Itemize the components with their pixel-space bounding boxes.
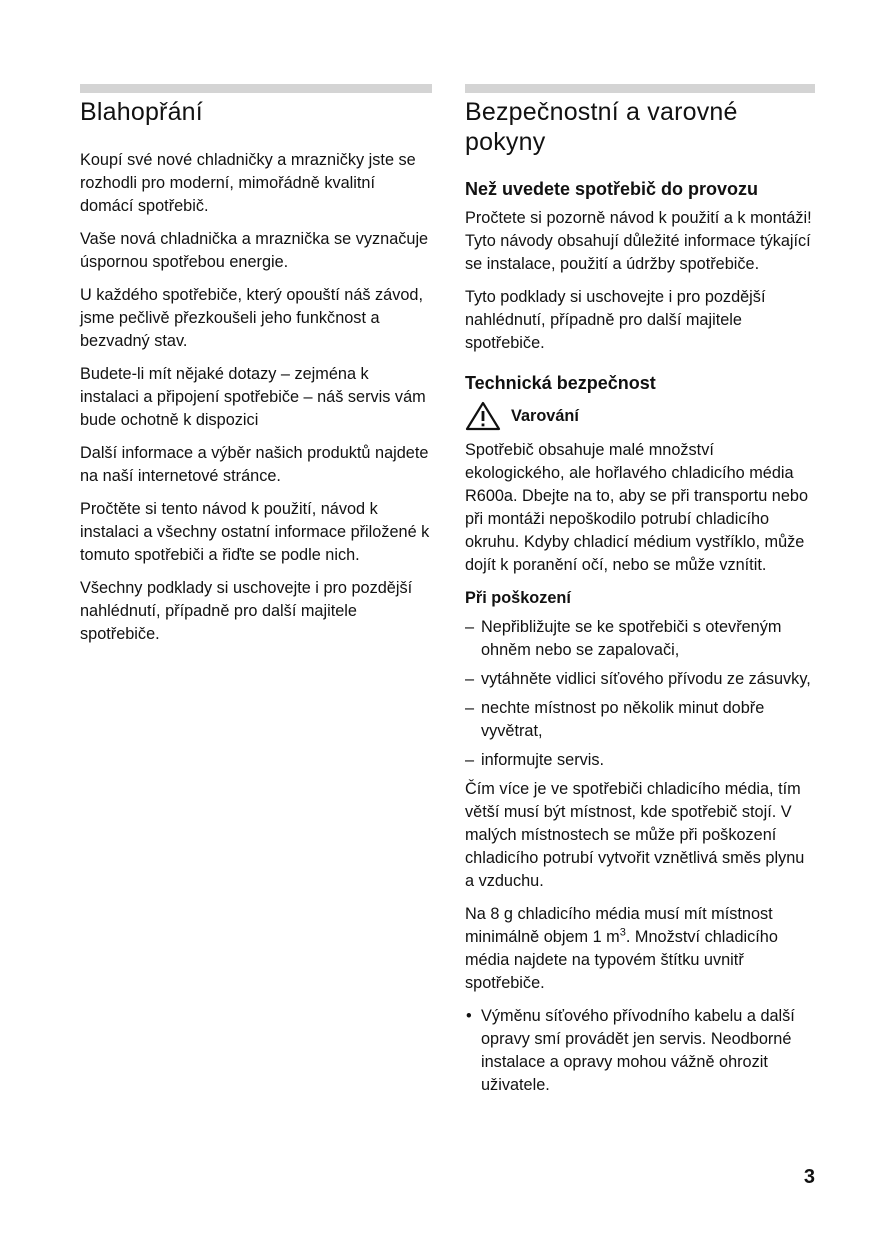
technical-safety-heading: Technická bezpečnost [465, 373, 656, 393]
left-column [80, 84, 432, 656]
keep-docs-paragraph: Tyto podklady si uschovejte i pro pozdější nahlédnutí, případně pro další majitele spotřebiče. [465, 288, 766, 352]
right-column [465, 84, 815, 1103]
superscript: 3 [619, 926, 626, 939]
keep-documents-paragraph: Všechny podklady si uschovejte i pro pozdější nahlédnutí, případně pro další majitele spotřebiče. [80, 579, 413, 643]
before-use-heading: Než uvedete spotřebič do provozu [465, 179, 759, 199]
before-use-paragraph: Pročtete si pozorně návod k použití a k montáži! Tyto návody obsahují důležité informace týkající se instalace, použití a údržby spotřebiče. [465, 209, 812, 273]
warning-label: Varování [511, 406, 579, 425]
service-paragraph: Budete-li mít nějaké dotazy – zejména k instalaci a připojení spotřebiče – náš servis vám bude ochotně k dispozici [80, 365, 426, 429]
volume-text: Na 8 g chladicího média musí mít místnost minimálně objem 1 m [465, 905, 773, 946]
volume-paragraph [465, 903, 815, 995]
congratulations-title: Blahopřání [80, 98, 203, 126]
safety-title: Bezpečnostní a varovné pokyny [465, 98, 738, 156]
damage-heading: Při poškození [465, 589, 571, 607]
energy-paragraph: Vaše nová chladnička a mraznička se vyznačuje úspornou spotřebou energie. [80, 230, 429, 271]
list-item: – nechte místnost po několik minut dobře vyvětrat, [465, 697, 815, 743]
refrigerant-paragraph: Spotřebič obsahuje malé množství ekologického, ale hořlavého chladicího média R600a. Dbejte na to, aby se při transportu nebo při montáži nepoškodilo potrubí chladicího okruhu. Kdyby chladicí médium vystříklo, může dojít k poranění očí, nebo se může vznítit. [465, 441, 809, 574]
section-bar [465, 84, 815, 93]
read-manual-paragraph: Pročtěte si tento návod k použití, návod k instalaci a všechny ostatní informace přiložené k tomuto spotřebiči a řiďte se podle nich. [80, 500, 430, 564]
service-list [465, 1005, 815, 1097]
list-item: – informujte servis. [465, 749, 815, 772]
warning-callout [465, 401, 815, 431]
volume-text-continued: . Množství chladicího média najdete na typovém štítku uvnitř spotřebiče. [465, 928, 778, 992]
website-paragraph: Další informace a výběr našich produktů najdete na naší internetové stránce. [80, 444, 429, 485]
list-item: – vytáhněte vidlici síťového přívodu ze zásuvky, [465, 668, 815, 691]
intro-paragraph: Koupí své nové chladničky a mrazničky jste se rozhodli pro moderní, mimořádně kvalitní domácí spotřebič. [80, 151, 416, 215]
page-number: 3 [803, 1166, 815, 1188]
list-item: – Nepřibližujte se ke spotřebiči s otevřeným ohněm nebo se zapalovači, [465, 616, 815, 662]
warning-triangle-icon [465, 401, 501, 431]
section-bar [80, 84, 432, 93]
testing-paragraph: U každého spotřebiče, který opouští náš závod, jsme pečlivě přezkoušeli jeho funkčnost a bezvadný stav. [80, 286, 424, 350]
room-size-paragraph: Čím více je ve spotřebiči chladicího média, tím větší musí být místnost, kde spotřebič stojí. V malých místnostech se může při poškození chladicího potrubí vytvořit vznětlivá směs plynu a vzduchu. [465, 780, 805, 890]
list-item: • Výměnu síťového přívodního kabelu a další opravy smí provádět jen servis. Neodborné instalace a opravy mohou vážně ohrozit uživatele. [465, 1005, 815, 1097]
damage-list [465, 616, 815, 772]
